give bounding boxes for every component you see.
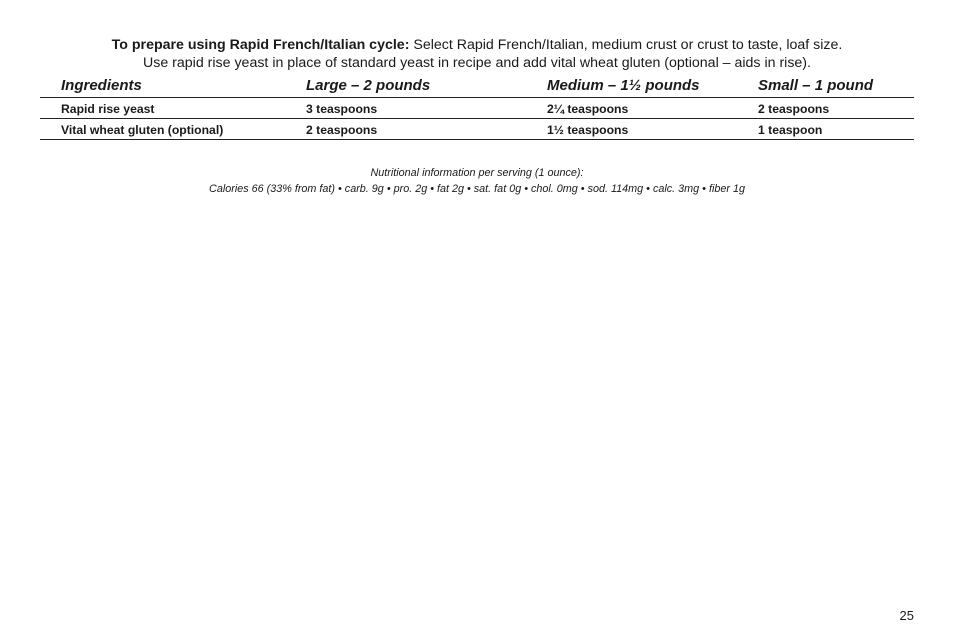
page-number: 25 xyxy=(899,608,914,623)
table-cell-small: 2 teaspoons xyxy=(758,102,830,116)
table-row xyxy=(40,119,914,140)
intro-paragraph xyxy=(40,36,914,72)
intro-line-2: Use rapid rise yeast in place of standard yeast in recipe and add vital wheat gluten (optional – aids in rise). xyxy=(143,55,811,71)
table-cell-medium: 1½ teaspoons xyxy=(547,123,629,137)
table-cell-large: 2 teaspoons xyxy=(306,123,378,137)
table-cell-ingredient: Vital wheat gluten (optional) xyxy=(61,123,224,137)
intro-line-1 xyxy=(40,36,914,54)
nutrition-heading: Nutritional information per serving (1 ounce): xyxy=(370,167,584,179)
ingredients-table xyxy=(40,74,914,140)
nutrition-values: Calories 66 (33% from fat) • carb. 9g • pro. 2g • fat 2g • sat. fat 0g • chol. 0mg • sod. 114mg • calc. 3mg • fiber 1g xyxy=(209,182,745,195)
table-cell-small: 1 teaspoon xyxy=(758,123,823,137)
header-ingredients: Ingredients xyxy=(61,77,142,94)
table-cell-medium: 2¼ teaspoons xyxy=(547,102,629,116)
header-large: Large – 2 pounds xyxy=(306,77,431,94)
table-header-row xyxy=(40,74,914,98)
intro-text-1: Select Rapid French/Italian, medium crust or crust to taste, loaf size. xyxy=(409,37,843,53)
header-small: Small – 1 pound xyxy=(758,77,874,94)
intro-label: To prepare using Rapid French/Italian cycle: xyxy=(111,37,410,53)
table-row xyxy=(40,98,914,119)
header-medium: Medium – 1½ pounds xyxy=(547,77,700,94)
nutrition-info xyxy=(40,166,914,197)
table-cell-ingredient: Rapid rise yeast xyxy=(61,102,155,116)
table-cell-large: 3 teaspoons xyxy=(306,102,378,116)
